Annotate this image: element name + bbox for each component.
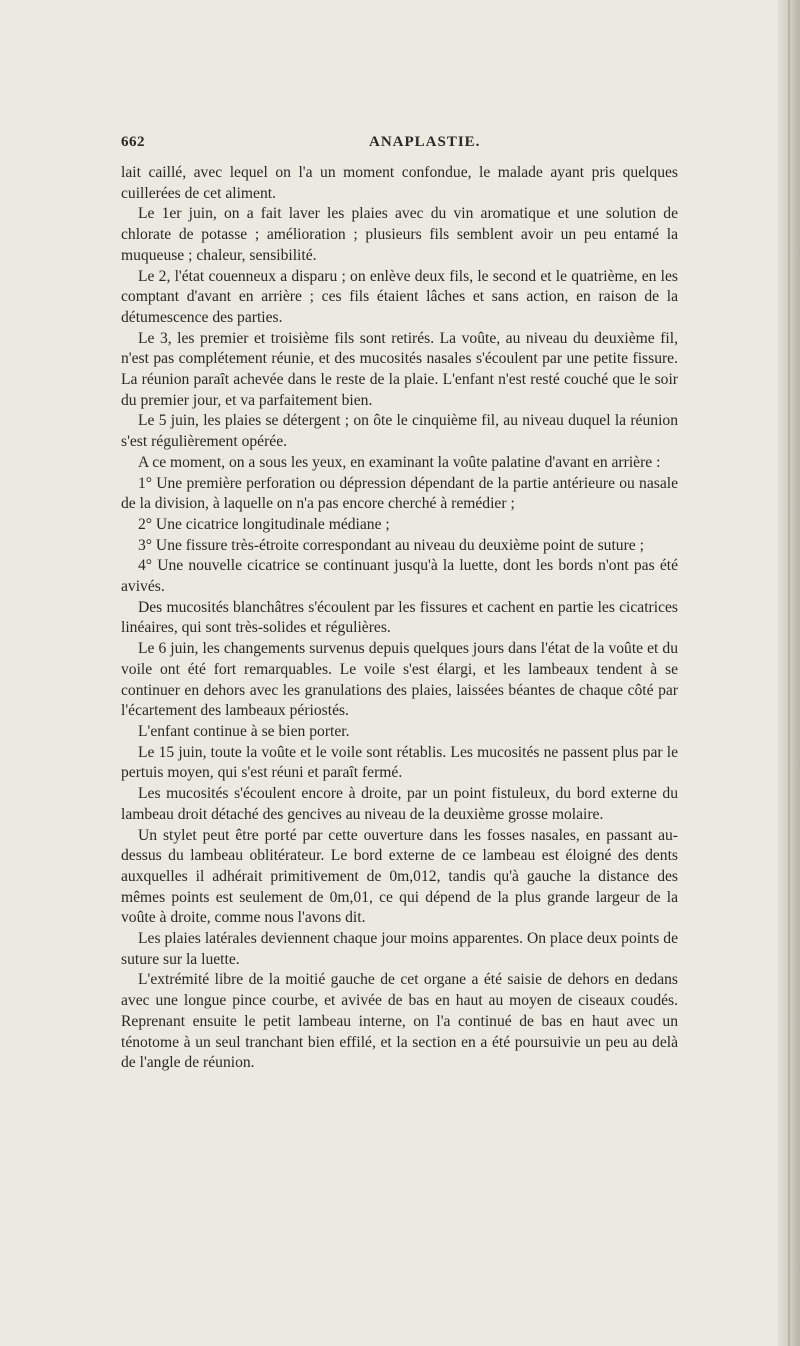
page-number: 662 xyxy=(121,134,145,150)
paragraph-june-3: Le 3, les premier et troisième fils sont retirés. La voûte, au niveau du deuxième fil, n'est pas complétement réunie, et des mucosités nasales s'écoulent par une petite fissure. La réunion paraît achevée dans le reste de la plaie. L'enfant n'est resté couché que le soir du premier jour, et va parfaitement bien. xyxy=(121,329,678,409)
paragraph-child-health: L'enfant continue à se bien porter. xyxy=(138,722,350,740)
page-header xyxy=(121,134,681,158)
paragraph-right-fistula: Les mucosités s'écoulent encore à droite, par un point fistuleux, du bord externe du lambeau droit détaché des gencives au niveau de la deuxième grosse molaire. xyxy=(121,785,678,823)
paragraph-june-6: Le 6 juin, les changements survenus depuis quelques jours dans l'état de la voûte et du voile ont été fort remarquables. Le voile s'est élargi, et les lambeaux tendent à se continuer en dehors avec les granulations des plaies, laissées béantes de chaque côté par l'écartement des lambeaux périostés. xyxy=(121,640,678,720)
list-item-4: 4° Une nouvelle cicatrice se continuant jusqu'à la luette, dont les bords n'ont pas été avivés. xyxy=(121,557,678,596)
paragraph-examination: A ce moment, on a sous les yeux, en examinant la voûte palatine d'avant en arrière : xyxy=(138,453,661,471)
list-item-1: 1° Une première perforation ou dépression dépendant de la partie antérieure ou nasale de la division, à laquelle on n'a pas encore cherché à remédier ; xyxy=(121,474,678,513)
running-title: ANAPLASTIE. xyxy=(369,134,481,150)
paragraph-uvula: L'extrémité libre de la moitié gauche de cet organe a été saisie de dehors en dedans avec une longue pince courbe, et avivée de bas en haut au moyen de ciseaux coudés. Reprenant ensuite le petit lambeau interne, on l'a continué de bas en haut avec un ténotome à un seul tranchant bien effilé, et la section en a été poursuivie un peu au delà de l'angle de réunion. xyxy=(121,971,678,1072)
paragraph-june-5: Le 5 juin, les plaies se détergent ; on ôte le cinquième fil, au niveau duquel la réunion s'est régulièrement opérée. xyxy=(121,412,678,451)
page-edge-line xyxy=(788,0,790,1346)
paragraph-lateral-wounds: Les plaies latérales deviennent chaque jour moins apparentes. On place deux points de suture sur la luette. xyxy=(121,930,678,968)
list-item-2: 2° Une cicatrice longitudinale médiane ; xyxy=(138,515,390,533)
paragraph-june-2: Le 2, l'état couenneux a disparu ; on enlève deux fils, le second et le quatrième, en les comptant d'avant en arrière ; ces fils étaient lâches et sans action, en raison de la détumescence des parties. xyxy=(121,267,678,326)
paragraph-mucosities: Des mucosités blanchâtres s'écoulent par les fissures et cachent en partie les cicatrices linéaires, qui sont très-solides et régulières. xyxy=(121,598,678,637)
paragraph-stylet: Un stylet peut être porté par cette ouverture dans les fosses nasales, en passant au-dessus du lambeau oblitérateur. Le bord externe de ce lambeau est éloigné des dents auxquelles il adhérait primitivement de 0m,012, tandis qu'à gauche la distance des mêmes points est seulement de 0m,01, ce qui dépend de la plus grande largeur de la voûte à droite, comme nous l'avons dit. xyxy=(121,826,678,927)
paragraph-continuation: lait caillé, avec lequel on l'a un moment confondue, le malade ayant pris quelques cuillerées de cet aliment. xyxy=(121,164,678,202)
body-text xyxy=(121,163,678,1074)
paragraph-june-15: Le 15 juin, toute la voûte et le voile sont rétablis. Les mucosités ne passent plus par le pertuis moyen, qui s'est réuni et paraît fermé. xyxy=(121,743,678,782)
paragraph-june-1: Le 1er juin, on a fait laver les plaies avec du vin aromatique et une solution de chlorate de potasse ; amélioration ; plusieurs fils semblent avoir un peu entamé la muqueuse ; chaleur, sensibilité. xyxy=(121,205,678,264)
list-item-3: 3° Une fissure très-étroite correspondant au niveau du deuxième point de suture ; xyxy=(138,536,644,554)
